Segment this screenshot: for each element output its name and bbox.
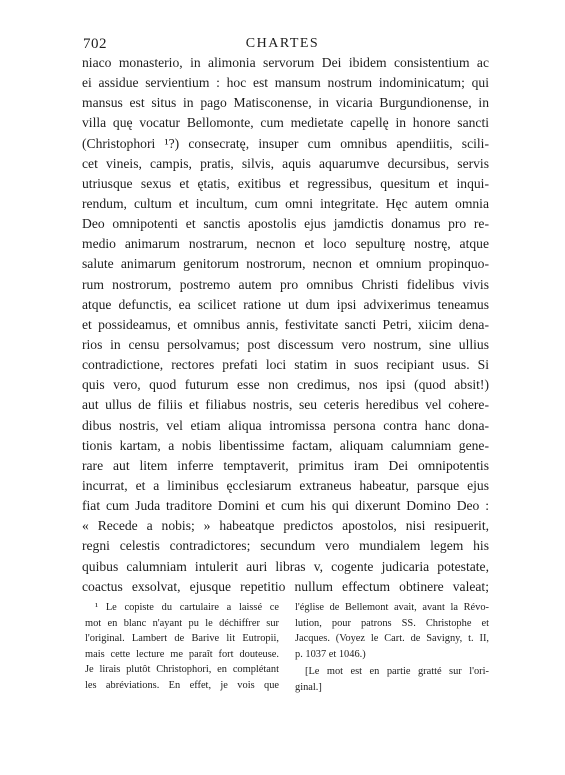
footnote-line: p. 1037 et 1046.) — [295, 648, 366, 660]
text-line: medio animarum nostrarum, necnon et loco sepulturę nostrę, atque — [82, 236, 489, 252]
text-line: quibus calumniam intulerit auri libras v, cogente judicaria potestate, — [82, 558, 489, 574]
text-line: aut ullus de filiis et filiabus nostris, seu ceteris heredibus vel cohere- — [82, 397, 489, 413]
text-line: « Recede a nobis; » habeatque predictos apostolos, nisi resipuerit, — [82, 518, 489, 534]
text-line: niaco monasterio, in alimonia servorum Dei ibidem consistentium ac — [82, 55, 489, 70]
footnotes — [85, 600, 489, 696]
footnote-line: l'église de Bellemont avait, avant la Révo- — [295, 602, 489, 613]
text-line: regni celestis contradictores; secundum vero mundialem legem his — [82, 538, 489, 554]
footnote-line: l'original. Lambert de Barive lit Eutropii, — [85, 633, 279, 645]
text-line: coactus exsolvat, ejusque repetitio nullum effectum obtinere valeat; — [82, 578, 489, 594]
text-line: ei assidue servientium : hoc est mansum nostrum indominicatum; qui — [82, 75, 489, 91]
text-line: villa quę vocatur Bellomonte, cum medietate capellę in honore sancti — [82, 115, 489, 131]
text-line: atque defunctis, ea scilicet ratione ut dum ipsi advixerimus teneamus — [82, 296, 489, 312]
text-line: (Christophori ¹?) consecratę, insuper cum omnibus apendiitis, scili- — [82, 135, 489, 151]
text-line: salute animarum genitorum nostrorum, necnon et omnium propinquo- — [82, 256, 489, 272]
text-line: rios in censu persolvamus; post discessum vero nostrum, sine ullius — [82, 336, 489, 352]
footnote-line: mot en blanc n'ayant pu le déchiffrer sur — [85, 617, 279, 629]
text-line: cet vineis, campis, pratis, silvis, aquis aquarumve decursibus, servis — [82, 155, 489, 171]
text-line: rendum, cultum et incultum, cum omni integritate. Hęc autem omnia — [82, 195, 489, 211]
footnote-line: mais cette lecture me paraît fort douteuse. — [85, 648, 279, 660]
text-line: rare aut litem inferre temptaverit, primitus iram Dei omnipotentis — [82, 457, 489, 473]
charter-text — [82, 53, 489, 597]
text-line: incurrat, et a liminibus ęcclesiarum extraneus habeatur, parsque ejus — [82, 477, 489, 493]
text-line: fiat cum Juda traditore Domini et cum his qui dixerunt Domino Deo : — [82, 498, 489, 514]
text-line: mansus est situs in pago Matisconense, in vicaria Burgundionense, in — [82, 95, 489, 111]
text-line: dibus nostris, vel etiam aliqua intromissa persona contra hanc dona- — [82, 417, 489, 433]
running-title: CHARTES — [245, 36, 320, 51]
text-line: utriusque sexus et ętatis, exitibus et regressibus, quesitum et inqui- — [82, 175, 489, 191]
footnote-column-right — [295, 600, 489, 696]
text-line: Deo omnipotenti et sanctis apostolis ejus jamdictis donamus pro re- — [82, 216, 489, 232]
footnote-line: les abréviations. En effet, je vois que — [85, 679, 279, 691]
text-line: quis vero, quod futurum esse non credimus, nos ipsi (quod absit!) — [82, 377, 489, 393]
text-line: contradictione, rectores prefati loci statim in suos recipiant usus. Si — [82, 357, 489, 373]
footnote-line: Jacques. (Voyez le Cart. de Savigny, t. II, — [295, 633, 489, 645]
page-number: 702 — [83, 36, 107, 52]
text-line: et possideamus, et omnibus annis, festivitate sancti Petri, xiicim dena- — [82, 316, 489, 332]
text-line: rum nostrorum, postremo autem pro omnibus Christi fidelibus vivis — [82, 276, 489, 292]
footnote-line: ginal.] — [295, 681, 322, 693]
footnote-line: lution, pour patrons SS. Christophe et — [295, 617, 489, 629]
footnote-line: [Le mot est en partie gratté sur l'ori- — [305, 666, 489, 678]
text-line: tionis kartam, a nobis libentissime factam, aliquam calumniam gene- — [82, 437, 489, 453]
footnote-column-left — [85, 600, 279, 696]
footnote-line: ¹ Le copiste du cartulaire a laissé ce — [95, 602, 279, 613]
footnote-line: Je lirais plutôt Christophori, en complétant — [85, 664, 279, 676]
